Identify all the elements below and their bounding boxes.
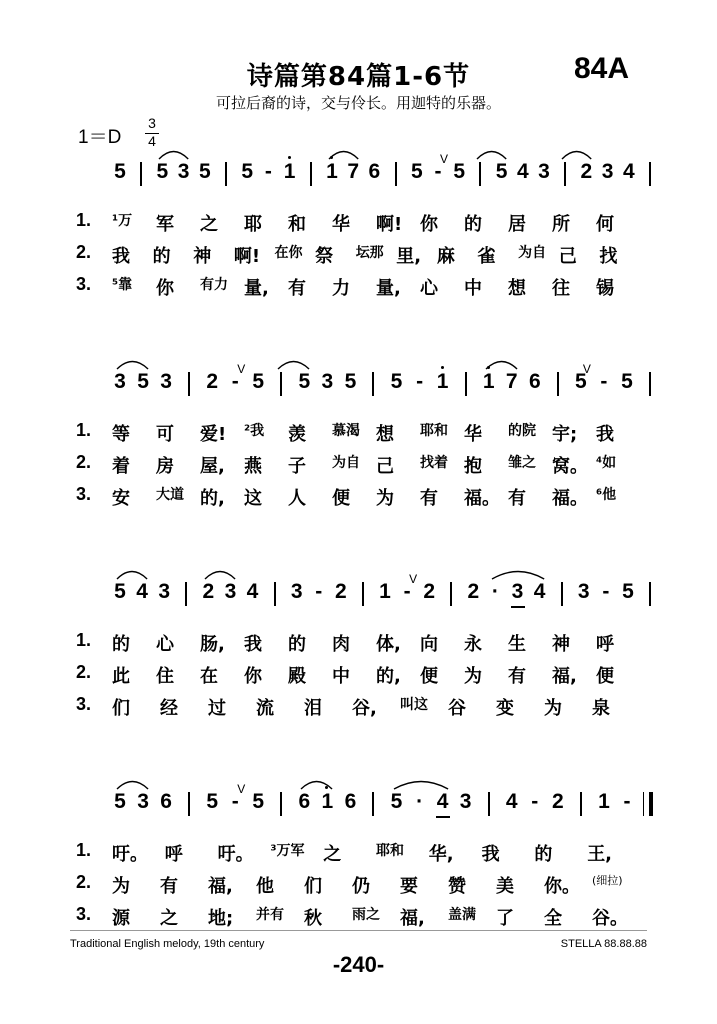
slur (300, 776, 333, 790)
lyric-line-verse-3 (0, 484, 717, 512)
lyric-syllable: 的 (534, 844, 553, 865)
octave-dot (441, 366, 444, 369)
note: 5 (298, 370, 311, 393)
lyric-syllable: (细拉) (592, 874, 623, 887)
lyric-syllable: 何 (596, 214, 614, 235)
note: 5 (156, 160, 169, 183)
lyric-syllable: 雨之 (352, 907, 380, 923)
lyric-syllable: 有 (160, 876, 178, 897)
note: 5 (390, 790, 403, 813)
note: 5 (252, 790, 265, 813)
barline (372, 372, 374, 396)
lyric-syllable: 泉 (592, 698, 610, 719)
lyric-syllable: ⁵靠 (112, 277, 133, 293)
page-number: -240- (332, 952, 385, 977)
lyric-syllable: 并有 (256, 907, 284, 923)
hymn-number: 84A (574, 52, 630, 85)
lyric-syllable: 力 (332, 278, 350, 299)
note: 5 (206, 790, 219, 813)
lyric-syllable: 福, (208, 876, 233, 897)
barline (372, 792, 374, 816)
lyric-syllable: 你 (156, 278, 174, 299)
lyric-syllable: 要 (400, 876, 418, 897)
lyric-syllable: ³万军 (270, 843, 305, 859)
note: 6 (528, 370, 541, 393)
lyric-syllable: 量, (244, 278, 269, 299)
footer-tune-name: STELLA 88.88.88 (560, 938, 647, 950)
lyric-syllable: 的院 (508, 423, 536, 439)
slur (116, 566, 148, 580)
final-barline (649, 792, 653, 816)
lyric-syllable: 想 (508, 278, 526, 299)
lyric-syllable: 可 (156, 424, 174, 445)
lyric-syllable: 的, (376, 666, 401, 687)
breath-mark: V (237, 782, 246, 796)
lyric-syllable: 有力 (200, 277, 228, 293)
hymn-subtitle: 可拉后裔的诗，交与伶长。用迦特的乐器。 (215, 94, 501, 112)
lyric-syllable: 福, (400, 908, 425, 929)
lyric-syllable: 的 (288, 634, 306, 655)
hymn-title: 诗篇第84篇1-6节 (246, 62, 471, 92)
verse-number: 1. (76, 210, 92, 230)
barline (185, 582, 187, 606)
note-extension: - (231, 370, 239, 393)
note: 1 (436, 370, 449, 393)
lyric-syllable: 全 (544, 908, 562, 929)
lyric-syllable: 的, (200, 488, 225, 509)
key-signature: 1＝D (78, 127, 122, 148)
lyric-line-verse-2 (0, 452, 717, 480)
barline (649, 582, 651, 606)
lyric-syllable: 住 (156, 666, 174, 687)
note: 1 (379, 580, 391, 603)
lyric-syllable: 变 (496, 698, 514, 719)
note: 3 (538, 160, 550, 183)
slur (491, 566, 545, 580)
note: 6 (344, 790, 357, 813)
note: 3 (224, 580, 237, 603)
lyric-syllable: 有 (288, 278, 306, 299)
lyric-syllable: 为 (464, 666, 482, 687)
note: 5 (621, 370, 633, 393)
note: 3 (177, 160, 190, 183)
lyric-line-verse-1 (0, 840, 717, 868)
slur (485, 356, 518, 370)
verse-number: 1. (76, 420, 92, 440)
lyric-syllable: 啊! (376, 214, 403, 235)
lyric-syllable: 谷。 (592, 908, 628, 929)
verse-number: 3. (76, 904, 92, 924)
note: 5 (495, 160, 508, 183)
slur (393, 776, 449, 790)
note: 1 (326, 160, 338, 183)
note: 5 (410, 160, 423, 183)
verse-number: 1. (76, 630, 92, 650)
lyric-syllable: 在你 (274, 245, 303, 261)
lyric-syllable: 心 (156, 634, 174, 655)
note: 3 (511, 580, 524, 603)
barline (564, 162, 566, 186)
note: 4 (246, 580, 259, 603)
breath-mark: V (582, 362, 591, 376)
note: 6 (368, 160, 381, 183)
note: 1 (482, 370, 495, 393)
lyric-syllable: ⁶他 (596, 487, 617, 503)
barline (274, 582, 276, 606)
lyric-syllable: 雀 (477, 246, 496, 267)
lyric-syllable: 抱 (464, 456, 482, 477)
time-signature-top: 3 (148, 115, 156, 131)
note: 2 (551, 790, 564, 813)
note: 3 (321, 370, 334, 393)
lyric-syllable: 着 (112, 456, 130, 477)
lyric-syllable: 流 (256, 698, 274, 719)
lyric-syllable: 中 (332, 666, 350, 687)
lyric-syllable: 永 (464, 634, 482, 655)
lyric-line-verse-1 (0, 630, 717, 658)
barline (580, 792, 582, 816)
barline (649, 372, 651, 396)
lyric-syllable: 想 (376, 424, 394, 445)
note-extension: - (531, 790, 539, 813)
lyric-syllable: 福, (552, 666, 577, 687)
lyric-syllable: 华, (428, 844, 454, 865)
lyric-syllable: 们 (304, 876, 322, 897)
lyric-syllable: 雏之 (508, 455, 536, 471)
lyric-line-verse-1 (0, 420, 717, 448)
lyric-syllable: 为自 (518, 245, 547, 261)
note: 3 (160, 370, 172, 393)
octave-dot (288, 156, 291, 159)
barline (140, 162, 142, 186)
lyric-syllable: 之 (200, 214, 218, 235)
duration-underline (436, 816, 450, 818)
lyric-syllable: ⁴如 (596, 455, 617, 471)
note: 1 (283, 160, 296, 183)
note: 2 (334, 580, 347, 603)
note: 3 (459, 790, 472, 813)
lyric-syllable: 为自 (332, 455, 360, 471)
lyric-syllable: 便 (332, 488, 350, 509)
lyric-syllable: ¹万 (112, 213, 133, 229)
lyric-line-verse-2 (0, 662, 717, 690)
note: 3 (137, 790, 149, 813)
lyric-syllable: 我 (244, 634, 262, 655)
lyric-syllable: 他 (256, 876, 274, 897)
note-extension: - (434, 160, 442, 183)
note: 1 (598, 790, 610, 813)
note: 4 (136, 580, 148, 603)
lyric-syllable: 这 (244, 488, 262, 509)
lyric-syllable: 过 (208, 698, 226, 719)
note: 5 (453, 160, 466, 183)
lyric-syllable: 心 (420, 278, 438, 299)
lyric-syllable: 为 (544, 698, 562, 719)
breath-mark: V (440, 152, 449, 166)
lyric-syllable: 福。 (552, 488, 588, 509)
barline (310, 162, 312, 186)
lyric-syllable: 所 (552, 214, 570, 235)
note: 5 (114, 790, 126, 813)
note-dot: · (416, 790, 424, 813)
lyric-syllable: 中 (464, 278, 482, 299)
lyric-line-verse-2 (0, 872, 717, 900)
note-extension: - (623, 790, 631, 813)
time-signature-bottom: 4 (148, 133, 156, 149)
lyric-syllable: 华 (332, 214, 350, 235)
note: 1 (321, 790, 334, 813)
breath-mark: V (237, 362, 246, 376)
lyric-syllable: 王, (587, 844, 613, 865)
lyric-syllable: 找着 (420, 455, 448, 471)
verse-number: 2. (76, 452, 92, 472)
lyric-syllable: 和 (288, 214, 306, 235)
barline (643, 792, 644, 816)
lyric-line-verse-1 (0, 210, 717, 238)
lyric-syllable: 安 (112, 488, 130, 509)
lyric-syllable: 锡 (596, 278, 614, 299)
note: 5 (198, 160, 211, 183)
lyric-syllable: 我 (596, 424, 614, 445)
note-extension: - (602, 580, 610, 603)
verse-number: 2. (76, 662, 92, 682)
lyric-syllable: 呼 (164, 844, 183, 865)
lyric-syllable: 体, (376, 634, 401, 655)
lyric-syllable: 爱! (200, 424, 227, 445)
verse-number: 3. (76, 484, 92, 504)
barline (488, 792, 490, 816)
lyric-line-verse-3 (0, 274, 717, 302)
lyric-syllable: 居 (508, 214, 526, 235)
lyric-syllable: 房 (156, 456, 174, 477)
lyric-syllable: 找 (599, 246, 618, 267)
note: 5 (137, 370, 149, 393)
lyric-syllable: 有 (508, 488, 526, 509)
barline (561, 582, 563, 606)
verse-number: 2. (76, 242, 92, 262)
lyric-syllable: 己 (376, 456, 394, 477)
lyric-syllable: 量, (376, 278, 401, 299)
note: 7 (505, 370, 518, 393)
note: 2 (580, 160, 593, 183)
note: 5 (241, 160, 254, 183)
lyric-syllable: 便 (420, 666, 438, 687)
note-extension: - (231, 790, 239, 813)
note: 2 (202, 580, 215, 603)
note: 3 (601, 160, 614, 183)
lyric-syllable: 啊! (233, 246, 261, 267)
lyric-syllable: 的 (464, 214, 482, 235)
lyric-syllable: 吁。 (112, 844, 148, 865)
note-extension: - (315, 580, 323, 603)
lyric-syllable: 的 (112, 634, 130, 655)
lyric-syllable: 神 (193, 246, 212, 267)
note: 3 (158, 580, 170, 603)
footer-divider (70, 930, 647, 931)
lyric-syllable: 坛那 (355, 245, 384, 261)
lyric-syllable: 美 (496, 876, 514, 897)
note: 3 (114, 370, 126, 393)
lyric-syllable: 源 (112, 908, 130, 929)
note: 5 (622, 580, 634, 603)
barline (450, 582, 452, 606)
lyric-syllable: 耶和 (420, 423, 448, 439)
slur (561, 146, 592, 160)
barline (280, 372, 282, 396)
note: 4 (436, 790, 449, 813)
note: 6 (160, 790, 172, 813)
note: 4 (505, 790, 518, 813)
note: 5 (390, 370, 403, 393)
note: 4 (533, 580, 546, 603)
lyric-syllable: 们 (112, 698, 130, 719)
duration-underline (511, 606, 525, 608)
lyric-syllable: 地; (208, 908, 234, 929)
note: 5 (344, 370, 357, 393)
verse-number: 2. (76, 872, 92, 892)
note: 6 (298, 790, 311, 813)
lyric-syllable: 有 (420, 488, 438, 509)
barline (188, 792, 190, 816)
lyric-syllable: 在 (200, 666, 218, 687)
lyric-syllable: 肠, (200, 634, 225, 655)
lyric-line-verse-3 (0, 904, 717, 932)
lyric-syllable: 福。 (464, 488, 500, 509)
lyric-syllable: 呼 (596, 634, 614, 655)
lyric-syllable: 叫这 (400, 697, 428, 713)
lyric-syllable: 己 (558, 246, 577, 267)
lyric-syllable: 我 (481, 844, 500, 865)
note: 5 (114, 160, 126, 183)
lyric-syllable: 窝。 (552, 456, 588, 477)
lyric-line-verse-2 (0, 242, 717, 270)
lyric-syllable: 经 (160, 698, 178, 719)
verse-number: 1. (76, 840, 92, 860)
lyric-syllable: ²我 (244, 423, 265, 439)
lyric-syllable: 之 (323, 844, 342, 865)
verse-number: 3. (76, 694, 92, 714)
lyric-syllable: 屋, (200, 456, 225, 477)
lyric-syllable: 你。 (544, 876, 580, 897)
lyric-syllable: 里, (396, 246, 422, 267)
barline (479, 162, 481, 186)
barline (188, 372, 190, 396)
note: 4 (516, 160, 529, 183)
note-extension: - (403, 580, 411, 603)
slur (158, 146, 189, 160)
note: 5 (114, 580, 126, 603)
lyric-syllable: 仍 (352, 876, 370, 897)
slur (116, 356, 149, 370)
lyric-syllable: 等 (112, 424, 130, 445)
lyric-syllable: 有 (508, 666, 526, 687)
lyric-syllable: 军 (156, 214, 174, 235)
lyric-syllable: 羡 (288, 424, 306, 445)
note: 2 (423, 580, 435, 603)
barline (465, 372, 467, 396)
lyric-syllable: 我 (112, 246, 130, 267)
lyric-line-verse-3 (0, 694, 717, 722)
note-extension: - (600, 370, 608, 393)
note-dot: · (491, 580, 499, 603)
slur (328, 146, 359, 160)
lyric-syllable: 秋 (304, 908, 322, 929)
barline (225, 162, 227, 186)
lyric-syllable: 殿 (288, 666, 306, 687)
note: 2 (467, 580, 480, 603)
slur (204, 566, 236, 580)
lyric-syllable: 生 (508, 634, 526, 655)
lyric-syllable: 此 (112, 666, 130, 687)
lyric-syllable: 祭 (315, 246, 334, 267)
lyric-syllable: 人 (288, 488, 306, 509)
lyric-syllable: 耶和 (376, 843, 404, 859)
lyric-syllable: 慕渴 (332, 423, 360, 439)
lyric-syllable: 赞 (448, 876, 466, 897)
footer-credit: Traditional English melody, 19th century (70, 938, 265, 950)
note: 4 (622, 160, 635, 183)
slur (277, 356, 310, 370)
lyric-syllable: 谷 (448, 698, 466, 719)
lyric-syllable: 向 (420, 634, 438, 655)
barline (557, 372, 559, 396)
lyric-syllable: 为 (112, 876, 130, 897)
lyric-syllable: 大道 (156, 487, 184, 503)
barline (649, 162, 651, 186)
lyric-syllable: 泪 (304, 698, 322, 719)
lyric-syllable: 的 (152, 246, 171, 267)
lyric-syllable: 吁。 (217, 844, 254, 865)
lyric-syllable: 你 (244, 666, 262, 687)
slur (116, 776, 149, 790)
note: 7 (347, 160, 360, 183)
barline (280, 792, 282, 816)
lyric-syllable: 便 (596, 666, 614, 687)
lyric-syllable: 神 (552, 634, 570, 655)
lyric-syllable: 为 (376, 488, 394, 509)
lyric-syllable: 耶 (244, 214, 262, 235)
note: 3 (290, 580, 303, 603)
lyric-syllable: 你 (420, 214, 438, 235)
lyric-syllable: 宇; (552, 424, 578, 445)
lyric-syllable: 了 (496, 908, 514, 929)
lyric-syllable: 燕 (244, 456, 262, 477)
verse-number: 3. (76, 274, 92, 294)
lyric-syllable: 子 (288, 456, 306, 477)
lyric-syllable: 肉 (332, 634, 350, 655)
lyric-syllable: 盖满 (448, 907, 476, 923)
lyric-syllable: 华 (464, 424, 482, 445)
note-extension: - (416, 370, 424, 393)
note: 3 (577, 580, 590, 603)
lyric-syllable: 之 (160, 908, 178, 929)
note-extension: - (264, 160, 272, 183)
lyric-syllable: 谷, (352, 698, 377, 719)
barline (362, 582, 364, 606)
note: 2 (206, 370, 219, 393)
note: 5 (252, 370, 265, 393)
barline (395, 162, 397, 186)
breath-mark: V (409, 572, 418, 586)
note: 5 (575, 370, 587, 393)
slur (476, 146, 507, 160)
lyric-syllable: 麻 (436, 246, 455, 267)
lyric-syllable: 往 (552, 278, 570, 299)
